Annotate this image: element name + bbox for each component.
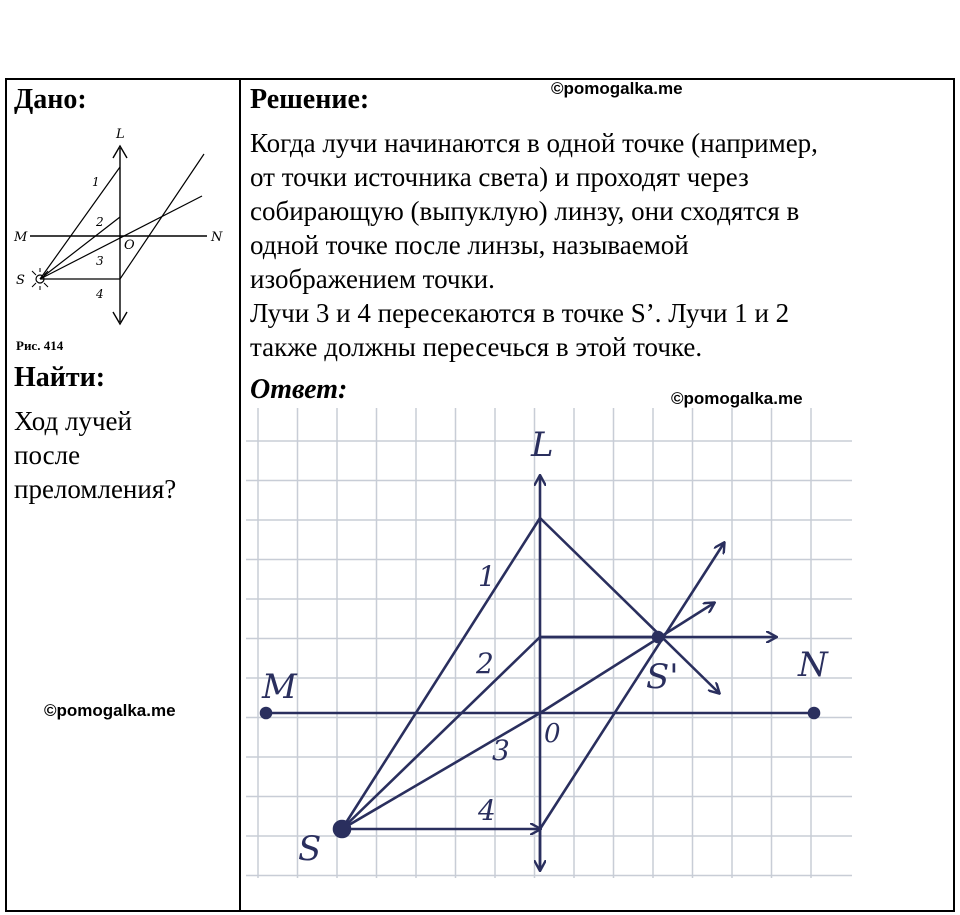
- fig-ray-3: [40, 196, 202, 279]
- fig-label-3: 3: [96, 254, 104, 268]
- fig-label-2: 2: [96, 215, 104, 229]
- watermark-middle: ©pomogalka.me: [671, 389, 803, 408]
- label-s: S: [298, 829, 322, 869]
- find-line: Ход лучей: [14, 406, 132, 436]
- graph-paper-grid: [246, 408, 852, 878]
- label-ray-1: 1: [478, 560, 496, 593]
- solution-line: одной точке после линзы, называемой: [250, 230, 689, 260]
- label-o: 0: [544, 719, 561, 749]
- column-divider: [239, 80, 241, 910]
- fig-ray-1: [40, 167, 120, 279]
- find-text: [14, 404, 176, 506]
- label-ray-3: 3: [492, 734, 510, 767]
- solution-line: от точки источника света) и проходят через: [250, 162, 749, 192]
- fig-label-o: O: [124, 238, 135, 253]
- answer-drawing: [246, 408, 852, 878]
- given-heading: Дано:: [14, 84, 87, 115]
- image-point: [653, 632, 663, 642]
- point-m: [261, 708, 271, 718]
- point-n: [809, 708, 819, 718]
- figure-caption: Рис. 414: [16, 338, 64, 353]
- label-ray-4: 4: [478, 794, 496, 827]
- label-l: L: [531, 425, 554, 465]
- fig-label-n: N: [211, 230, 223, 245]
- given-figure: [12, 122, 232, 337]
- ray-1-incident: [342, 518, 540, 829]
- fig-label-m: M: [14, 230, 28, 245]
- fig-label-l: L: [116, 127, 125, 142]
- find-heading: Найти:: [14, 362, 106, 393]
- solution-line: изображением точки.: [250, 264, 495, 294]
- ray-3-refracted: [540, 603, 714, 713]
- label-s-prime: S': [646, 657, 679, 697]
- fig-label-s: S: [16, 273, 25, 288]
- source-point: [334, 821, 350, 837]
- ray-4-refracted: [540, 543, 724, 829]
- fig-label-1: 1: [92, 175, 100, 189]
- ray-2-incident: [342, 637, 540, 829]
- solution-text: [250, 126, 818, 364]
- fig-ray-parallel: [120, 154, 204, 279]
- solution-line: собирающую (выпуклую) линзу, они сходятся в: [250, 196, 800, 226]
- ray-3-incident: [342, 713, 540, 829]
- solution-line: Лучи 3 и 4 пересекаются в точке S’. Лучи 1 и 2: [250, 298, 790, 328]
- solution-line: также должны пересечься в этой точке.: [250, 332, 703, 362]
- watermark-left: ©pomogalka.me: [44, 701, 176, 720]
- find-line: преломления?: [14, 474, 177, 504]
- answer-label: Ответ:: [250, 374, 348, 405]
- label-ray-2: 2: [476, 647, 494, 680]
- fig-ray-2: [40, 217, 120, 279]
- label-m: M: [262, 667, 297, 707]
- ink-drawing: [261, 476, 819, 870]
- find-line: после: [14, 440, 81, 470]
- label-n: N: [798, 645, 828, 685]
- solution-line: Когда лучи начинаются в одной точке (например,: [250, 128, 818, 158]
- watermark-top: ©pomogalka.me: [551, 79, 683, 98]
- fig-label-4: 4: [96, 287, 104, 301]
- solution-heading: Решение:: [250, 84, 370, 115]
